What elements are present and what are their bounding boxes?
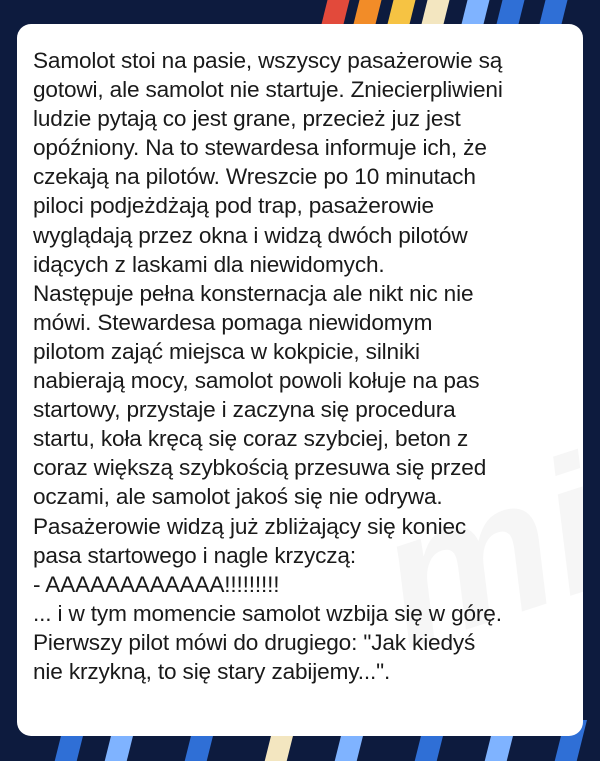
post-card: [17, 24, 583, 736]
post-text: Samolot stoi na pasie, wszyscy pasażerowie są gotowi, ale samolot nie startuje. Zniecierpliwieni ludzie pytają co jest grane, przecież juz jest opóźniony. Na to stewardesa informuje ich, że czekają na pilotów. Wreszcie po 10 minutach piloci podjeżdżają pod trap, pasażerowie wyglądają przez okna i widzą dwóch pilotów idących z laskami dla niewidomych. Następuje pełna konsternacja ale nikt nic nie mówi. Stewardesa pomaga niewidomym pilotom zająć miejsca w kokpicie, silniki nabierają mocy, samolot powoli kołuje na pas startowy, przystaje i zaczyna się procedura startu, koła kręcą się coraz szybciej, beton z coraz większą szybkością przesuwa się przed oczami, ale samolot jakoś się nie odrywa. Pasażerowie widzą już zbliżający się koniec pasa startowego i nagle krzyczą: - AAAAAAAAAAAA!!!!!!!!! ... i w tym momencie samolot wzbija się w górę. Pierwszy pilot mówi do drugiego: "Jak kiedyś nie krzykną, to się stary zabijemy...".: [33, 48, 503, 684]
